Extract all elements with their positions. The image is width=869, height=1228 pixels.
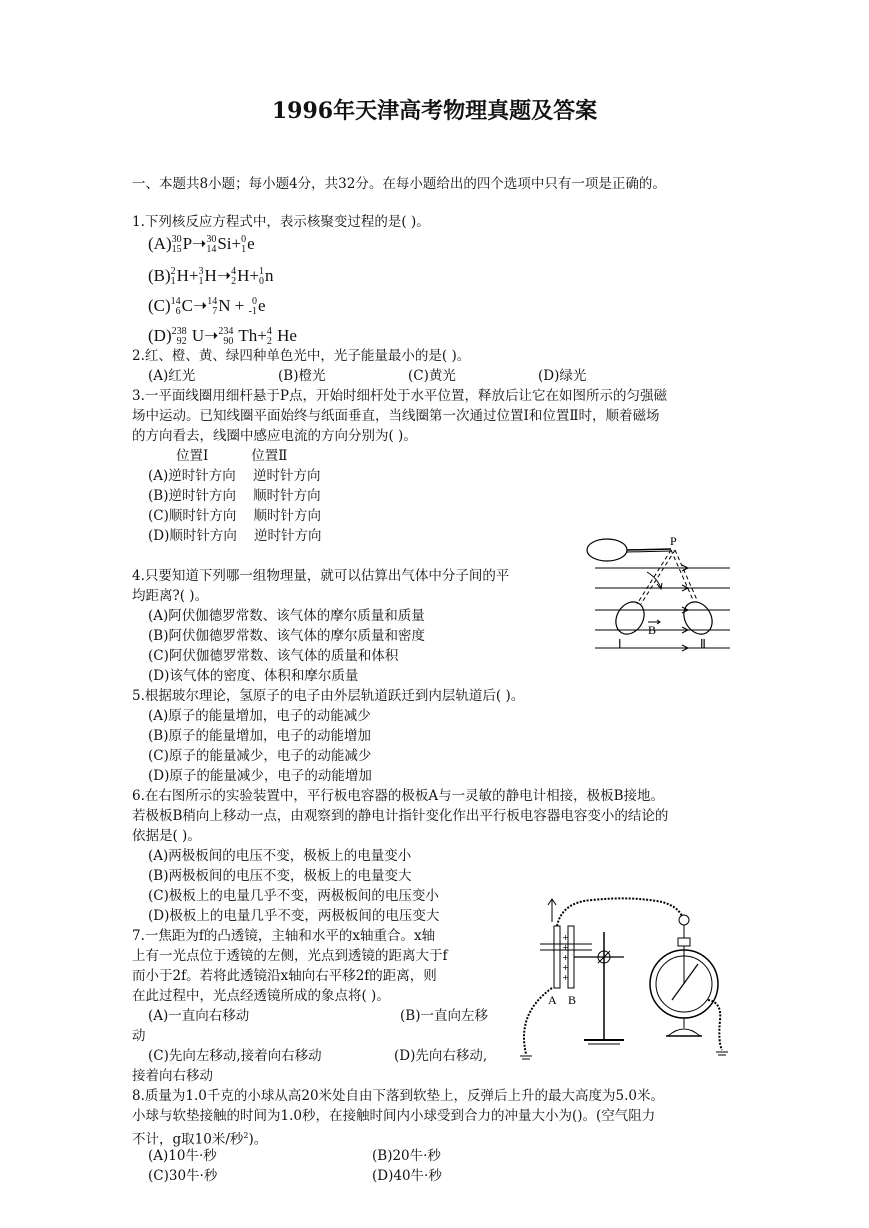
q5-option-d: (D)原子的能量减少，电子的动能增加 <box>148 768 372 784</box>
q7-line1: 7.一焦距为f的凸透镜，主轴和水平的x轴重合。x轴 <box>132 928 436 944</box>
q4-option-d: (D)该气体的密度、体积和摩尔质量 <box>148 668 359 684</box>
q8-line3: 不计，g取10米/秒$^2$)。 <box>132 1131 268 1148</box>
wire-coil <box>557 898 682 926</box>
coil-magnetic-field-figure <box>585 532 735 657</box>
electrometer-needle <box>672 964 698 1000</box>
plate-b-label: B <box>568 993 577 1007</box>
q3-option-b: (B)逆时针方向 顺时针方向 <box>148 488 321 504</box>
q7-line2: 上有一光点位于透镜的左侧，光点到透镜的距离大于f <box>132 948 448 964</box>
svg-text:+: + <box>562 973 569 982</box>
svg-text:+: + <box>562 933 569 942</box>
capacitor-electrometer-figure <box>512 892 752 1064</box>
coil-position-i <box>610 597 650 639</box>
page-title: 1996年天津高考物理真题及答案 <box>271 98 598 124</box>
q8-line1: 8.质量为1.0千克的小球从高20米处自由下落到软垫上，反弹后上升的最大高度为5.0米。 <box>132 1088 664 1104</box>
q7-option-c: (C)先向左移动,接着向右移动 <box>148 1048 322 1064</box>
q7-line4: 在此过程中，光点经透镜所成的象点将( )。 <box>132 988 390 1004</box>
q2-option-c: (C)黄光 <box>408 368 456 384</box>
q7-option-b-cont: 动 <box>132 1028 146 1044</box>
q6-option-d: (D)极板上的电量几乎不变，两极板间的电压变大 <box>148 908 440 924</box>
q2-option-b: (B)橙光 <box>278 368 326 384</box>
q8-option-a: (A)10牛·秒 <box>148 1148 217 1164</box>
q5-option-a: (A)原子的能量增加，电子的动能减少 <box>148 708 371 724</box>
q8-option-b: (B)20牛·秒 <box>372 1148 441 1164</box>
q7-option-d-cont: 接着向右移动 <box>132 1068 213 1084</box>
coil-position-ii <box>678 597 718 639</box>
q3-option-a: (A)逆时针方向 逆时针方向 <box>148 468 321 484</box>
svg-text:+: + <box>562 943 569 952</box>
rod-horizontal <box>627 549 671 550</box>
q5-option-c: (C)原子的能量减少，电子的动能减少 <box>148 748 372 764</box>
plate-b <box>568 926 574 988</box>
ground-coil-right <box>708 1000 722 1050</box>
plate-a <box>554 926 560 988</box>
q4-line2: 均距离?( )。 <box>132 588 209 604</box>
q1-option-d: (D) 238 92 U➝ 234 90 Th+ 4 2 He <box>148 326 297 348</box>
coil-start-ellipse <box>587 539 627 561</box>
q4-option-c: (C)阿伏伽德罗常数、该气体的质量和体积 <box>148 648 399 664</box>
q1-option-b: (B) 2 1 H+ 3 1 H➝ 4 2 H+ 1 0 n <box>148 266 274 288</box>
q6-option-b: (B)两极板间的电压不变，极板上的电量变大 <box>148 868 412 884</box>
q2-option-d: (D)绿光 <box>538 368 587 384</box>
q4-option-b: (B)阿伏伽德罗常数、该气体的摩尔质量和密度 <box>148 628 425 644</box>
q6-line2: 若极板B稍向上移动一点，由观察到的静电计指针变化作出平行板电容器电容变小的结论的 <box>132 808 669 824</box>
q3-line3: 的方向看去，线圈中感应电流的方向分别为( )。 <box>132 428 417 444</box>
q8-line2: 小球与软垫接触的时间为1.0秒，在接触时间内小球受到合力的冲量大小为()。(空气阻力 <box>132 1108 656 1124</box>
q1-option-c: (C) 14 6 C➝ 14 7 N + 0 -1 e <box>148 296 266 318</box>
q1-option-a: (A) 30 15 P➝ 30 14 Si+ 0 1 e <box>148 234 255 256</box>
field-b-label: B <box>648 623 657 637</box>
q7-option-b: (B)一直向左移 <box>400 1008 488 1024</box>
q6-line1: 6.在右图所示的实验装置中，平行板电容器的极板A与一灵敏的静电计相接，极板B接地。 <box>132 788 665 804</box>
q1-stem: 1.下列核反应方程式中，表示核聚变过程的是( )。 <box>132 214 430 230</box>
q3-option-c: (C)顺时针方向 顺时针方向 <box>148 508 322 524</box>
q8-option-d: (D)40牛·秒 <box>372 1168 442 1184</box>
svg-text:+: + <box>562 963 569 972</box>
q6-line3: 依据是( )。 <box>132 828 201 844</box>
q8-option-c: (C)30牛·秒 <box>148 1168 218 1184</box>
q3-line1: 3.一平面线圈用细杆悬于P点，开始时细杆处于水平位置，释放后让它在如图所示的匀强磁 <box>132 388 667 404</box>
q7-option-d: (D)先向右移动, <box>394 1048 488 1064</box>
q3-line2: 场中运动。已知线圈平面始终与纸面垂直，当线圈第一次通过位置Ⅰ和位置Ⅱ时，顺着磁场 <box>132 408 660 424</box>
q6-option-a: (A)两极板间的电压不变，极板上的电量变小 <box>148 848 412 864</box>
q4-line1: 4.只要知道下列哪一组物理量，就可以估算出气体中分子间的平 <box>132 568 510 584</box>
q2-option-a: (A)红光 <box>148 368 196 384</box>
svg-text:+: + <box>562 953 569 962</box>
section-heading: 一、本题共8小题；每小题4分，共32分。在每小题给出的四个选项中只有一项是正确的。 <box>132 176 666 192</box>
q4-option-a: (A)阿伏伽德罗常数、该气体的摩尔质量和质量 <box>148 608 425 624</box>
q2-stem: 2.红、橙、黄、绿四种单色光中，光子能量最小的是( )。 <box>132 348 471 364</box>
plate-a-label: A <box>548 993 557 1007</box>
q6-option-c: (C)极板上的电量几乎不变，两极板间的电压变小 <box>148 888 439 904</box>
electrometer-knob <box>679 915 689 925</box>
point-p-label: P <box>670 534 677 548</box>
q3-option-d: (D)顺时针方向 逆时针方向 <box>148 528 322 544</box>
q5-stem: 5.根据玻尔理论，氢原子的电子由外层轨道跃迁到内层轨道后( )。 <box>132 688 525 704</box>
q5-option-b: (B)原子的能量增加，电子的动能增加 <box>148 728 371 744</box>
q7-line3: 而小于2f。若将此透镜沿x轴向右平移2f的距离，则 <box>132 968 437 984</box>
position-ii-label: Ⅱ <box>700 637 706 651</box>
q7-option-a: (A)一直向右移动 <box>148 1008 250 1024</box>
q3-header: 位置Ⅰ 位置Ⅱ <box>176 448 288 464</box>
position-i-label: Ⅰ <box>618 637 622 651</box>
